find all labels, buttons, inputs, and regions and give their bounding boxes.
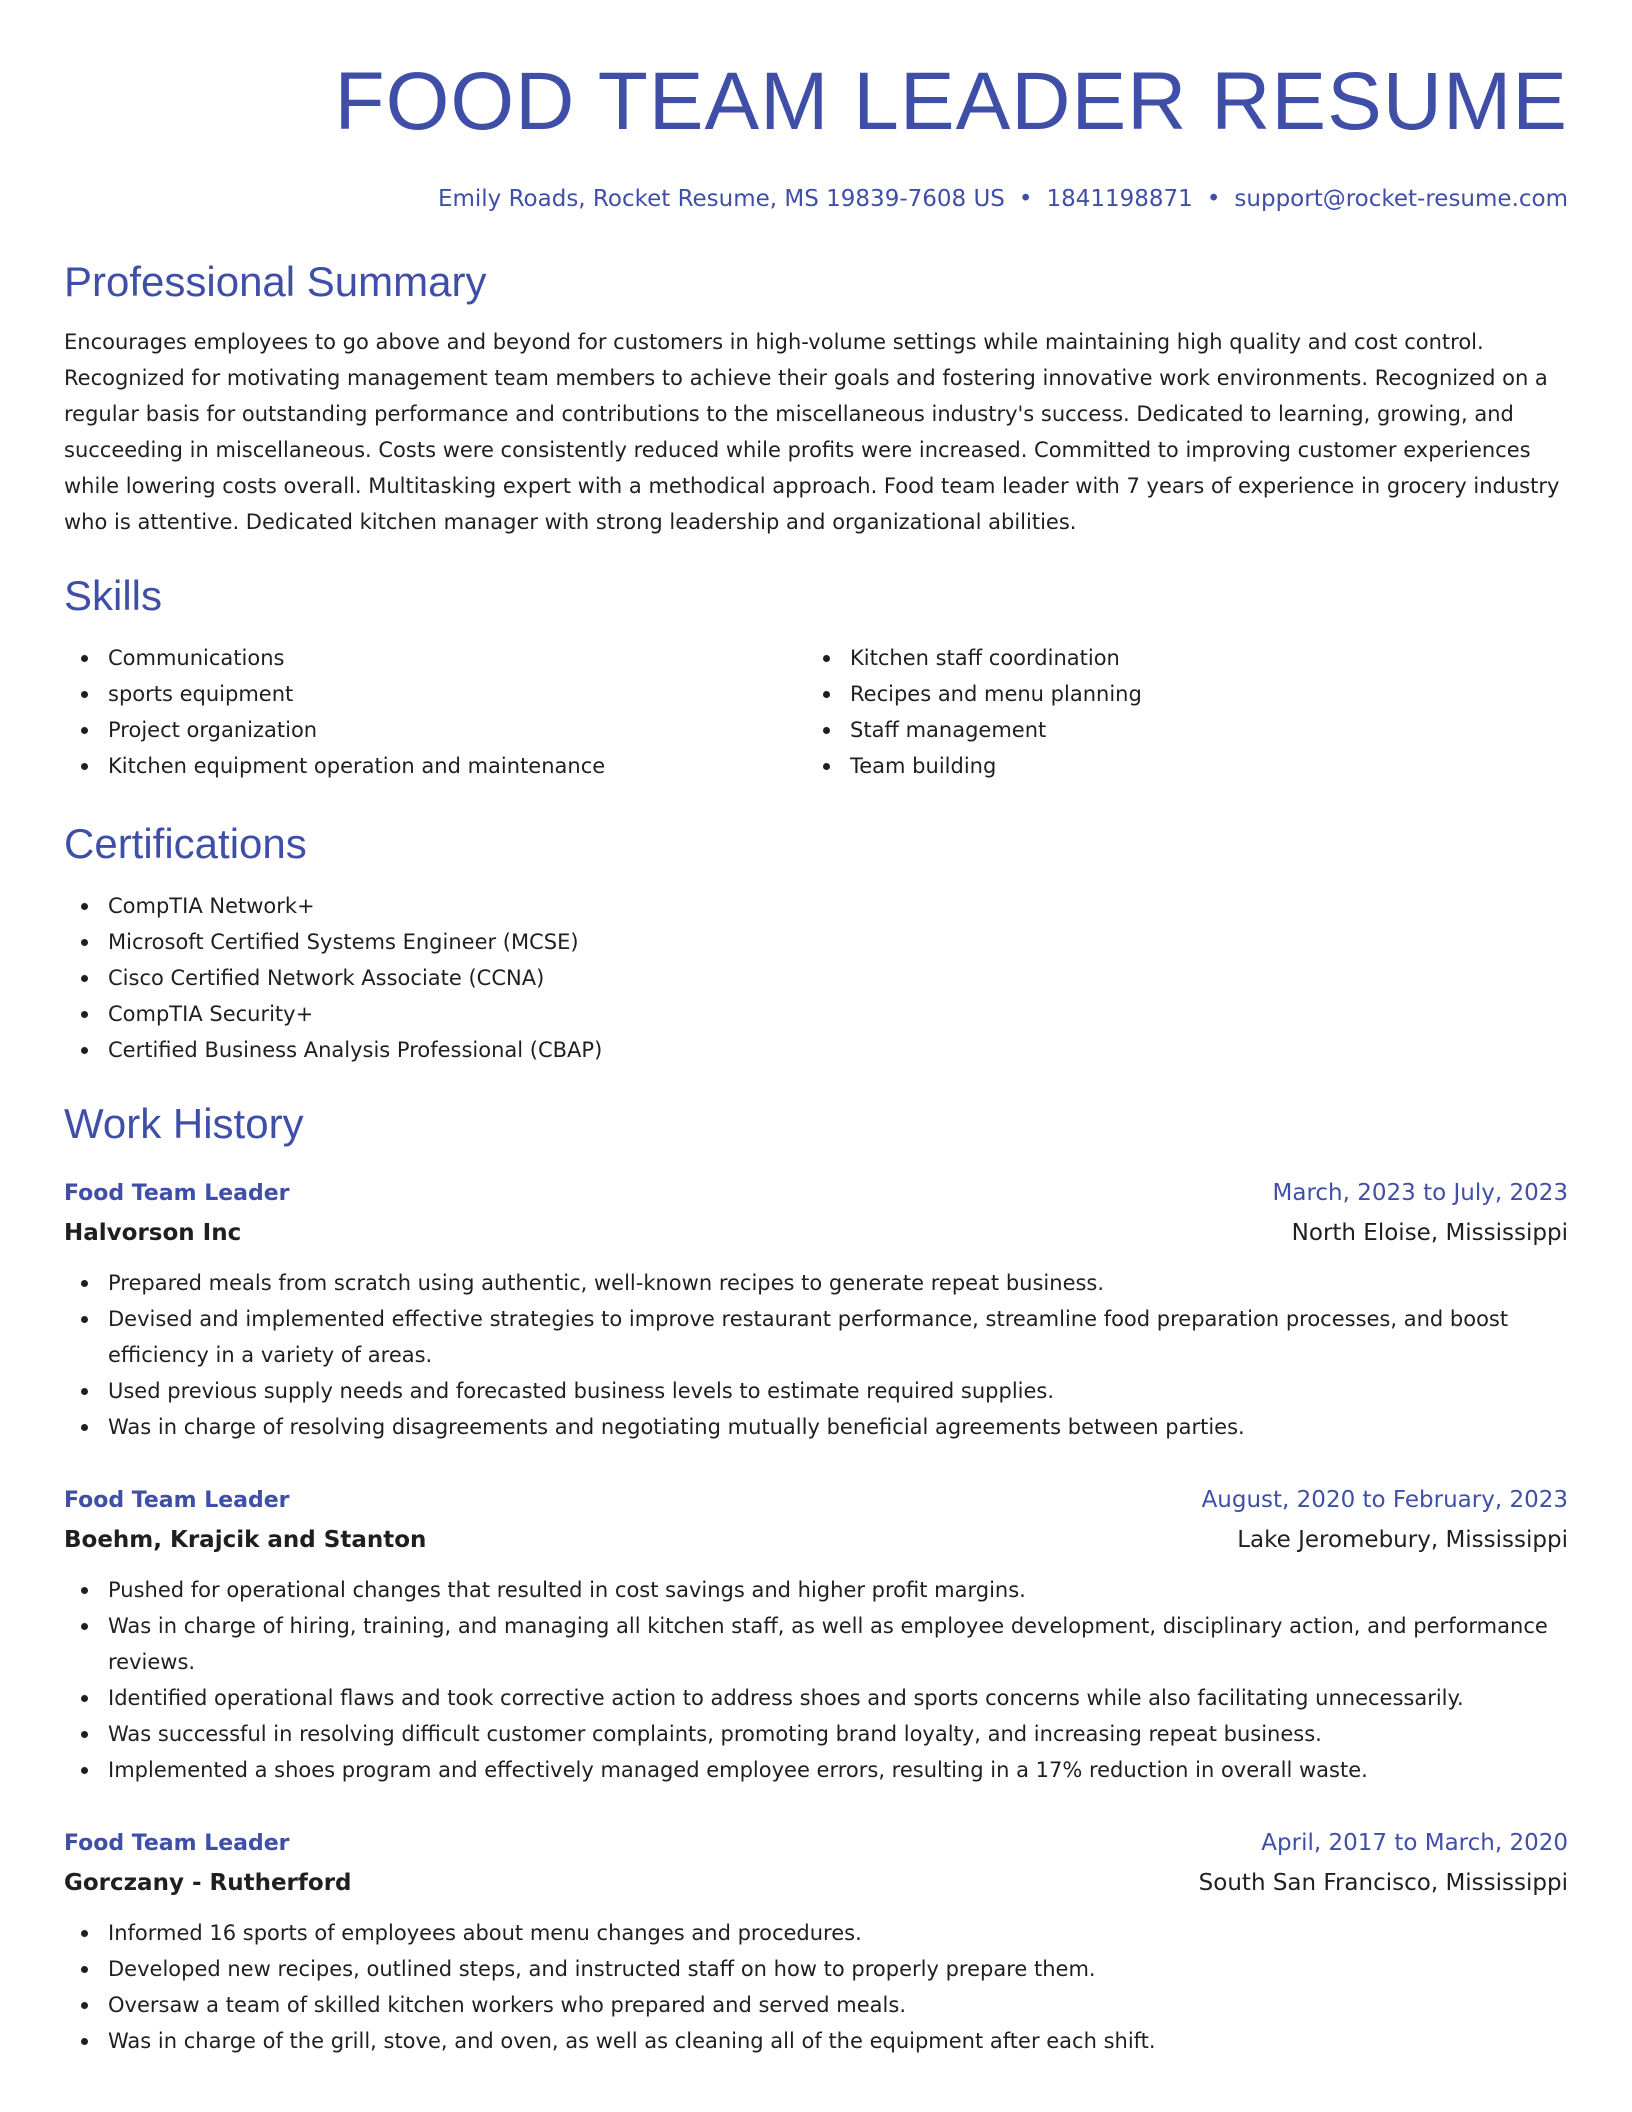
skills-column-right <box>806 640 1548 784</box>
job-duty-item: Was successful in resolving difficult customer complaints, promoting brand loyalty, and increasing repeat business. <box>64 1716 1568 1752</box>
job-title-row <box>64 1481 1568 1520</box>
certification-item: Cisco Certified Network Associate (CCNA) <box>64 960 1568 996</box>
job-company-row <box>64 1863 1568 1903</box>
job-dates: April, 2017 to March, 2020 <box>1261 1830 1568 1856</box>
skills-columns <box>64 640 1568 784</box>
job-duties-list <box>64 1572 1568 1788</box>
job-title: Food Team Leader <box>64 1181 290 1206</box>
skill-item: Team building <box>806 748 1548 784</box>
certifications-section <box>64 816 1568 1068</box>
section-heading-work-history: Work History <box>64 1100 304 1147</box>
job-location: Lake Jeromebury, Mississippi <box>1237 1527 1568 1553</box>
contact-email: support@rocket-resume.com <box>1234 186 1568 212</box>
skills-section <box>64 568 1568 784</box>
job-location: North Eloise, Mississippi <box>1291 1220 1568 1246</box>
job-duty-item: Devised and implemented effective strategies to improve restaurant performance, streamline food preparation processes, and boost efficiency in a variety of areas. <box>64 1301 1568 1373</box>
section-heading-skills: Skills <box>64 572 163 619</box>
job-location: South San Francisco, Mississippi <box>1198 1870 1568 1896</box>
job-title: Food Team Leader <box>64 1488 290 1513</box>
job-entry <box>64 1481 1568 1788</box>
job-duty-item: Identified operational flaws and took corrective action to address shoes and sports concerns while also facilitating unnecessarily. <box>64 1680 1568 1716</box>
skill-item: Recipes and menu planning <box>806 676 1548 712</box>
job-dates: August, 2020 to February, 2023 <box>1201 1487 1568 1513</box>
skill-item: Communications <box>64 640 806 676</box>
job-duties-list <box>64 1915 1568 2059</box>
section-heading-summary: Professional Summary <box>64 258 487 305</box>
resume-header <box>64 52 1568 216</box>
work-history-section <box>64 1096 1568 2059</box>
skills-list-right <box>806 640 1548 784</box>
skills-column-left <box>64 640 806 784</box>
job-dates: March, 2023 to July, 2023 <box>1272 1180 1568 1206</box>
certification-item: Microsoft Certified Systems Engineer (MCSE) <box>64 924 1568 960</box>
skill-item: sports equipment <box>64 676 806 712</box>
job-title: Food Team Leader <box>64 1831 290 1856</box>
job-company: Boehm, Krajcik and Stanton <box>64 1527 427 1553</box>
job-duty-item: Was in charge of hiring, training, and managing all kitchen staff, as well as employee development, disciplinary action, and performance reviews. <box>64 1608 1568 1680</box>
job-duty-item: Used previous supply needs and forecasted business levels to estimate required supplies. <box>64 1373 1568 1409</box>
certifications-list <box>64 888 1568 1068</box>
job-duty-item: Oversaw a team of skilled kitchen workers who prepared and served meals. <box>64 1987 1568 2023</box>
job-company: Gorczany - Rutherford <box>64 1870 352 1896</box>
job-duty-item: Prepared meals from scratch using authentic, well-known recipes to generate repeat business. <box>64 1265 1568 1301</box>
skill-item: Project organization <box>64 712 806 748</box>
job-title-row <box>64 1174 1568 1213</box>
job-duty-item: Pushed for operational changes that resulted in cost savings and higher profit margins. <box>64 1572 1568 1608</box>
skill-item: Kitchen staff coordination <box>806 640 1548 676</box>
summary-text: Encourages employees to go above and beyond for customers in high-volume settings while maintaining high quality and cost control. Recognized for motivating management team members to achieve their goals and fostering innovative work environments. Recognized on a regular basis for outstanding performance and contributions to the miscellaneous industry's success. Dedicated to learning, growing, and succeeding in miscellaneous. Costs were consistently reduced while profits were increased. Committed to improving customer experiences while lowering costs overall. Multitasking expert with a methodical approach. Food team leader with 7 years of experience in grocery industry who is attentive. Dedicated kitchen manager with strong leadership and organizational abilities. <box>64 330 1560 534</box>
job-company-row <box>64 1520 1568 1560</box>
job-entry <box>64 1174 1568 1445</box>
skills-list-left <box>64 640 806 784</box>
job-entry <box>64 1824 1568 2059</box>
contact-separator: • <box>1206 186 1221 212</box>
job-company: Halvorson Inc <box>64 1220 242 1246</box>
contact-address: Emily Roads, Rocket Resume, MS 19839-7608 US <box>437 186 1005 212</box>
skill-item: Kitchen equipment operation and maintenance <box>64 748 806 784</box>
job-duty-item: Implemented a shoes program and effectively managed employee errors, resulting in a 17% reduction in overall waste. <box>64 1752 1568 1788</box>
professional-summary-section <box>64 254 1568 540</box>
job-duty-item: Developed new recipes, outlined steps, and instructed staff on how to properly prepare them. <box>64 1951 1568 1987</box>
certification-item: CompTIA Security+ <box>64 996 1568 1032</box>
job-duty-item: Informed 16 sports of employees about menu changes and procedures. <box>64 1915 1568 1951</box>
job-duties-list <box>64 1265 1568 1445</box>
job-duty-item: Was in charge of resolving disagreements and negotiating mutually beneficial agreements between parties. <box>64 1409 1568 1445</box>
contact-line <box>64 182 1568 216</box>
job-duty-item: Was in charge of the grill, stove, and oven, as well as cleaning all of the equipment after each shift. <box>64 2023 1568 2059</box>
section-heading-certifications: Certifications <box>64 820 307 867</box>
contact-phone: 1841198871 <box>1046 186 1193 212</box>
resume-title: FOOD TEAM LEADER RESUME <box>334 56 1568 147</box>
certification-item: Certified Business Analysis Professional (CBAP) <box>64 1032 1568 1068</box>
job-title-row <box>64 1824 1568 1863</box>
certification-item: CompTIA Network+ <box>64 888 1568 924</box>
skill-item: Staff management <box>806 712 1548 748</box>
job-company-row <box>64 1213 1568 1253</box>
contact-separator: • <box>1018 186 1033 212</box>
